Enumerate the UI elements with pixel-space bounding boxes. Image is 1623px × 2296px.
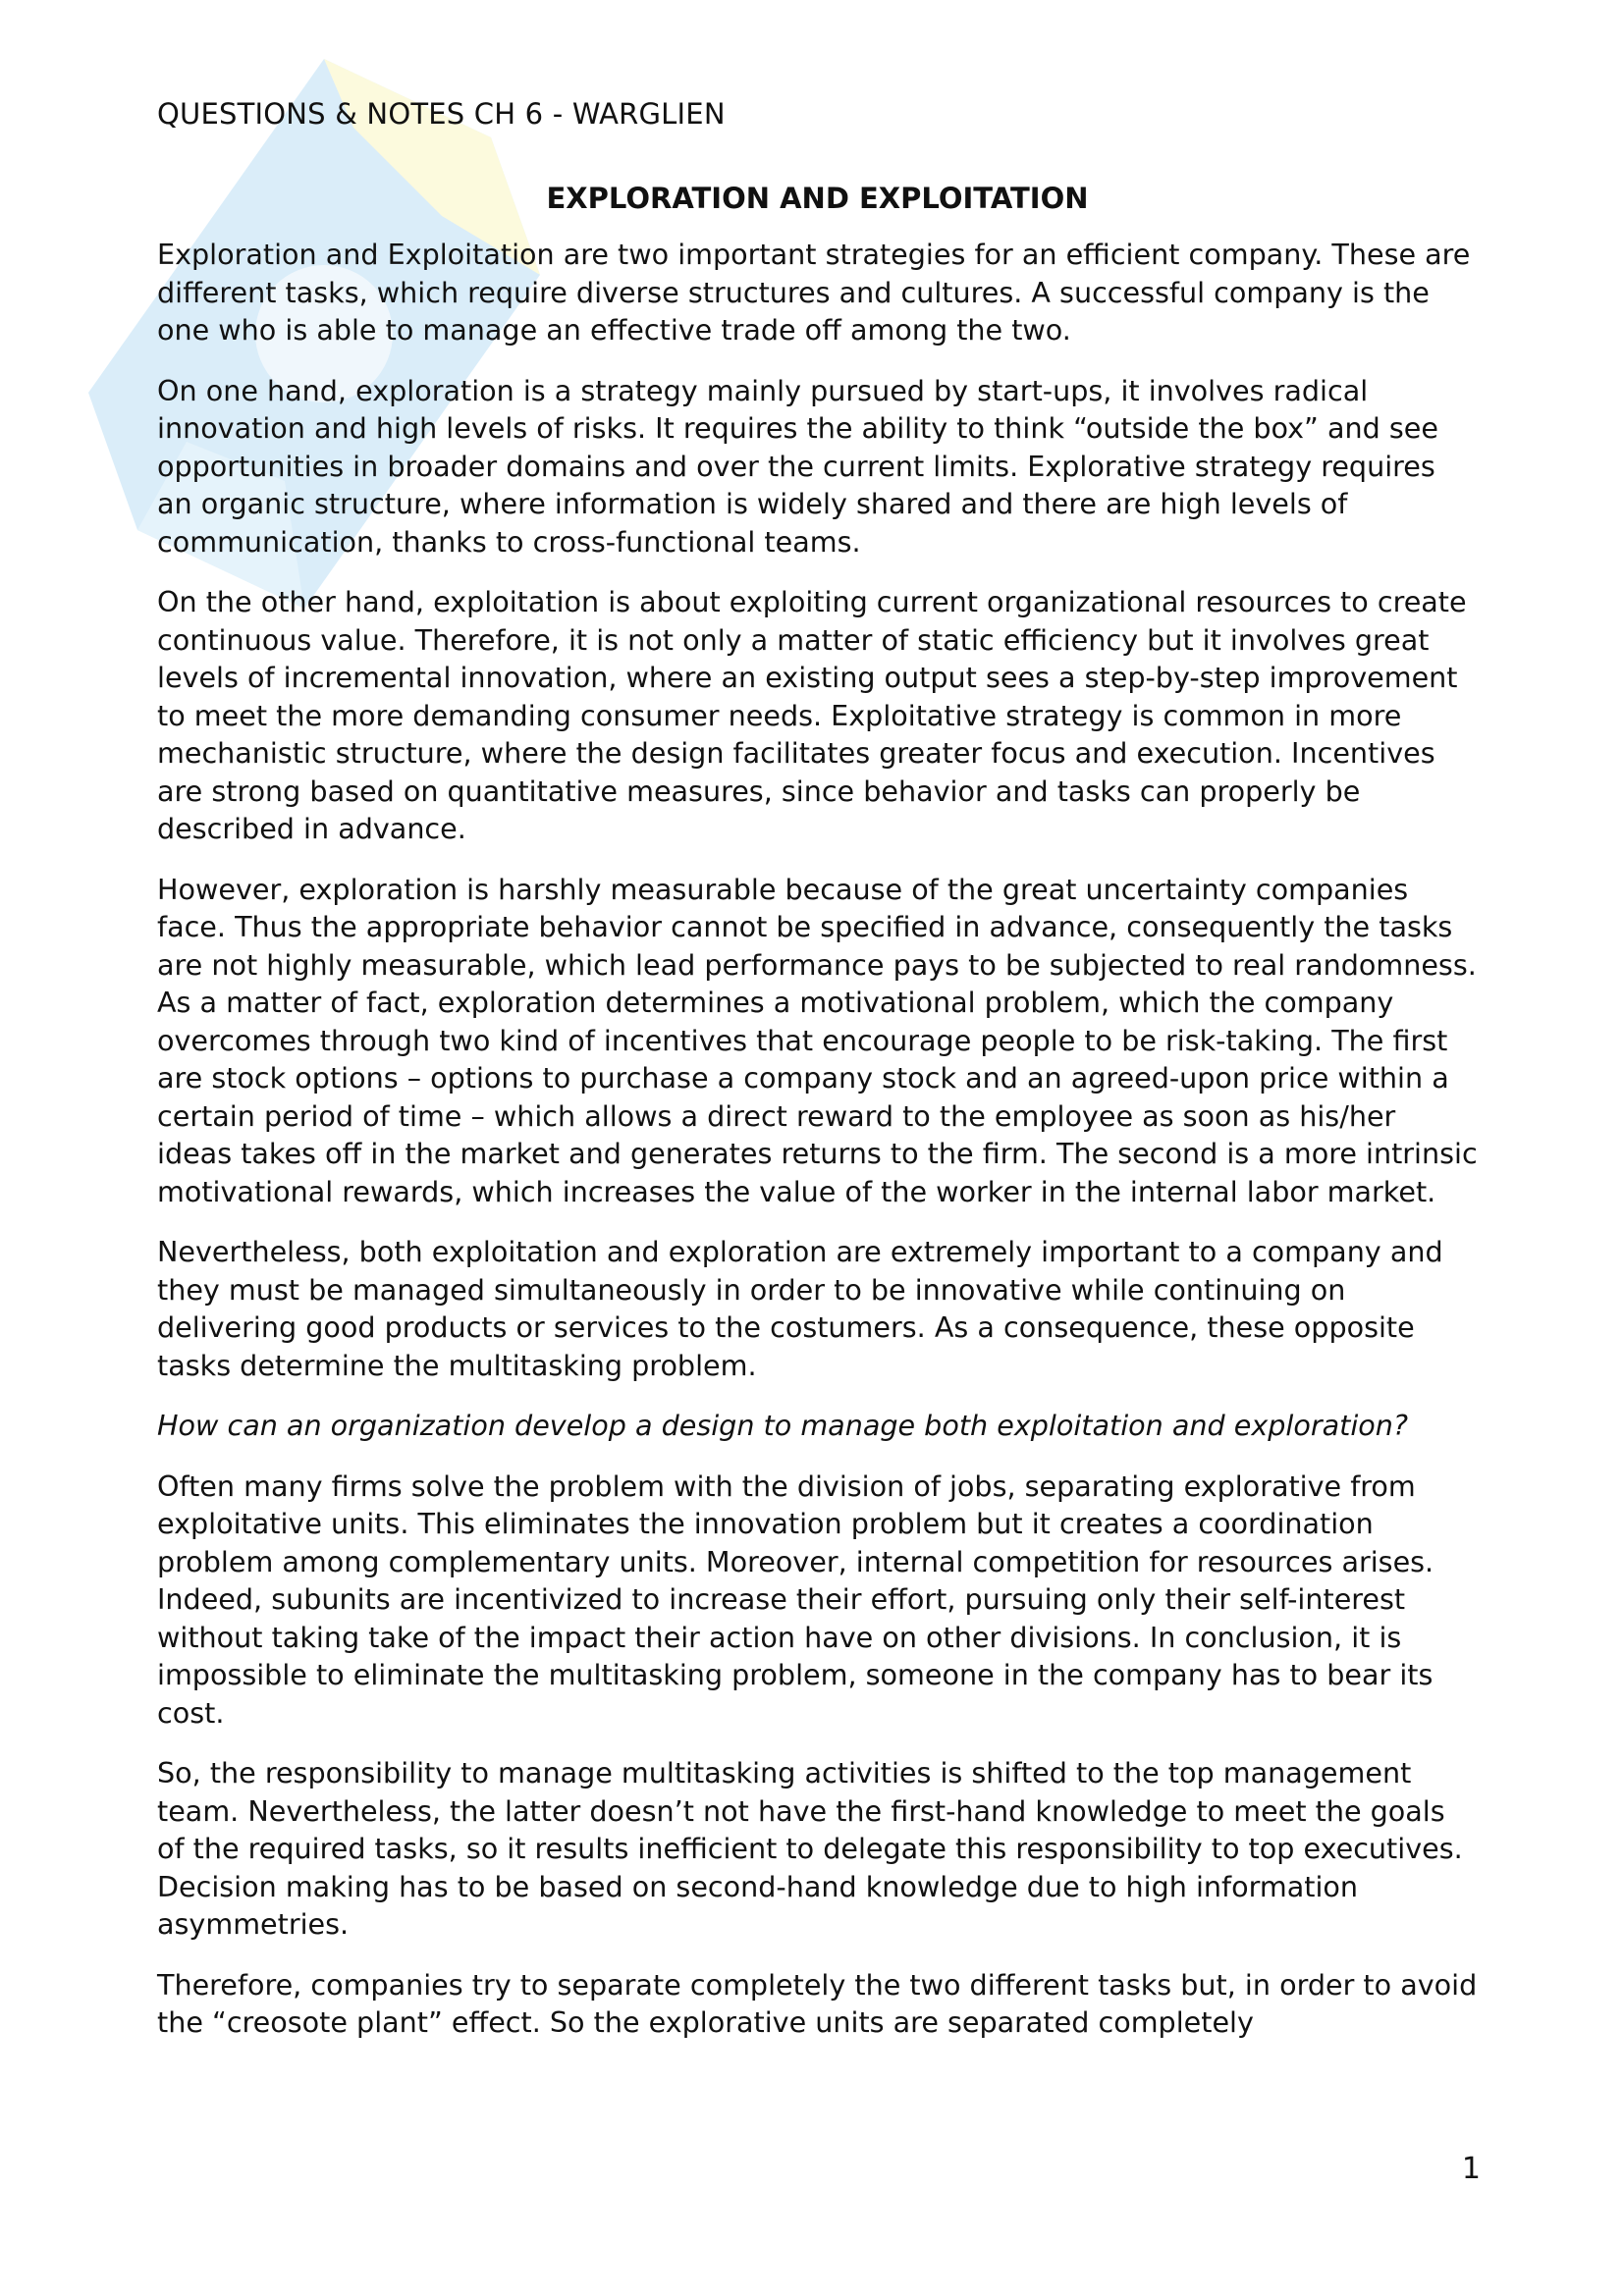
paragraph: Nevertheless, both exploitation and exploration are extremely important to a company and they must be managed simultaneously in order to be innovative while continuing on delivering good products or services to the costumers. As a consequence, these opposite tasks determine the multitasking problem. <box>157 1235 1443 1382</box>
document-header: QUESTIONS & NOTES CH 6 - WARGLIEN <box>157 97 726 131</box>
paragraph: On the other hand, exploitation is about exploiting current organizational resources to create continuous value. Therefore, it is not only a matter of static efficiency but it involves great levels of incremental innovation, where an existing output sees a step-by-step improvement to meet the more demanding consumer needs. Exploitative strategy is common in more mechanistic structure, where the design facilitates greater focus and execution. Incentives are strong based on quantitative measures, since behavior and tasks can properly be described in advance. <box>157 585 1467 845</box>
document-title: EXPLORATION AND EXPLOITATION <box>546 182 1089 215</box>
paragraph: So, the responsibility to manage multitasking activities is shifted to the top management team. Nevertheless, the latter doesn’t not have the first-hand knowledge to meet the goals of the required tasks, so it results inefficient to delegate this responsibility to top executives. Decision making has to be based on second-hand knowledge due to high information asymmetries. <box>157 1756 1463 1941</box>
question-heading: How can an organization develop a design to manage both exploitation and exploration? <box>157 1409 1409 1442</box>
paragraph: On one hand, exploration is a strategy mainly pursued by start-ups, it involves radical innovation and high levels of risks. It requires the ability to think “outside the box” and see opportunities in broader domains and over the current limits. Explorative strategy requires an organic structure, where information is widely shared and there are high levels of communication, thanks to cross-functional teams. <box>157 373 1438 559</box>
paragraph: However, exploration is harshly measurable because of the great uncertainty companies face. Thus the appropriate behavior cannot be specified in advance, consequently the tasks are not highly measurable, which lead performance pays to be subjected to real randomness. As a matter of fact, exploration determines a motivational problem, which the company overcomes through two kind of incentives that encourage people to be risk-taking. The first are stock options – options to purchase a company stock and an agreed-upon price within a certain period of time – which allows a direct reward to the employee as soon as his/her ideas takes off in the market and generates returns to the firm. The second is a more intrinsic motivational rewards, which increases the value of the worker in the internal labor market. <box>157 872 1478 1208</box>
paragraph: Exploration and Exploitation are two important strategies for an efficient company. These are different tasks, which require diverse structures and cultures. A successful company is the one who is able to manage an effective trade off among the two. <box>157 238 1471 347</box>
paragraph: Therefore, companies try to separate completely the two different tasks but, in order to avoid the “creosote plant” effect. So the explorative units are separated completely <box>157 1967 1478 2039</box>
page-number: 1 <box>1461 2152 1481 2186</box>
document-page <box>157 94 1478 2064</box>
paragraph: Often many firms solve the problem with the division of jobs, separating explorative from exploitative units. This eliminates the innovation problem but it creates a coordination problem among complementary units. Moreover, internal competition for resources arises. Indeed, subunits are incentivized to increase their effort, pursuing only their self-interest without taking take of the impact their action have on other divisions. In conclusion, it is impossible to eliminate the multitasking problem, someone in the company has to bear its cost. <box>157 1468 1434 1730</box>
